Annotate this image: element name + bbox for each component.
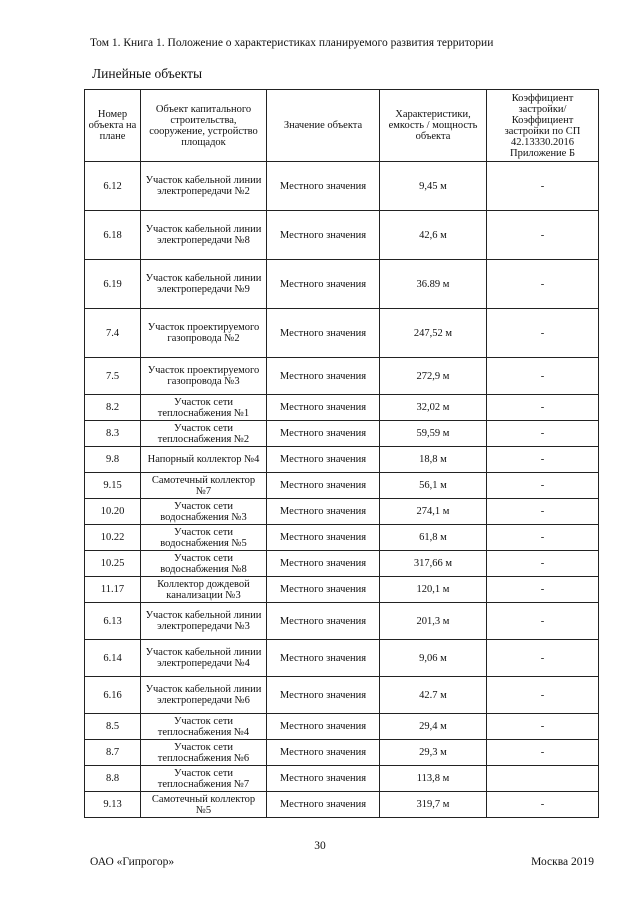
row-number: 10.20 xyxy=(85,499,141,525)
row-number: 6.14 xyxy=(85,640,141,677)
row-coefficient: - xyxy=(487,499,599,525)
row-significance: Местного значения xyxy=(267,577,380,603)
row-capacity: 201,3 м xyxy=(380,603,487,640)
row-object-name: Участок кабельной линии электропередачи №3 xyxy=(141,603,267,640)
table-row xyxy=(85,421,599,447)
row-number: 11.17 xyxy=(85,577,141,603)
row-coefficient xyxy=(487,766,599,792)
row-significance: Местного значения xyxy=(267,766,380,792)
table-row xyxy=(85,551,599,577)
row-significance: Местного значения xyxy=(267,473,380,499)
table-row xyxy=(85,473,599,499)
row-capacity: 317,66 м xyxy=(380,551,487,577)
row-number: 8.5 xyxy=(85,714,141,740)
row-capacity: 274,1 м xyxy=(380,499,487,525)
row-capacity: 61,8 м xyxy=(380,525,487,551)
footer-city-year: Москва 2019 xyxy=(531,856,594,868)
row-object-name: Участок сети теплоснабжения №1 xyxy=(141,395,267,421)
row-object-name: Участок сети теплоснабжения №7 xyxy=(141,766,267,792)
row-coefficient: - xyxy=(487,603,599,640)
row-significance: Местного значения xyxy=(267,162,380,211)
table-row xyxy=(85,211,599,260)
table-row xyxy=(85,740,599,766)
table-row xyxy=(85,358,599,395)
row-number: 8.3 xyxy=(85,421,141,447)
row-number: 6.16 xyxy=(85,677,141,714)
table-body xyxy=(85,162,599,818)
row-object-name: Самотечный коллектор №5 xyxy=(141,792,267,818)
row-object-name: Напорный коллектор №4 xyxy=(141,447,267,473)
footer-organization: ОАО «Гипрогор» xyxy=(90,856,175,868)
row-object-name: Участок кабельной линии электропередачи №2 xyxy=(141,162,267,211)
table-row xyxy=(85,603,599,640)
row-significance: Местного значения xyxy=(267,358,380,395)
row-coefficient: - xyxy=(487,677,599,714)
row-significance: Местного значения xyxy=(267,211,380,260)
row-number: 6.18 xyxy=(85,211,141,260)
row-capacity: 247,52 м xyxy=(380,309,487,358)
row-significance: Местного значения xyxy=(267,260,380,309)
row-capacity: 59,59 м xyxy=(380,421,487,447)
row-coefficient: - xyxy=(487,162,599,211)
row-significance: Местного значения xyxy=(267,499,380,525)
row-coefficient: - xyxy=(487,395,599,421)
row-significance: Местного значения xyxy=(267,603,380,640)
row-capacity: 36.89 м xyxy=(380,260,487,309)
row-coefficient: - xyxy=(487,447,599,473)
table-header-row xyxy=(85,90,599,162)
row-significance: Местного значения xyxy=(267,551,380,577)
table-row xyxy=(85,260,599,309)
column-header-object: Объект капитального строительства, сооружение, устройство площадок xyxy=(141,90,267,162)
row-significance: Местного значения xyxy=(267,447,380,473)
row-coefficient: - xyxy=(487,473,599,499)
table-row xyxy=(85,792,599,818)
page-number: 30 xyxy=(314,840,326,852)
row-capacity: 9,45 м xyxy=(380,162,487,211)
row-number: 6.12 xyxy=(85,162,141,211)
row-number: 9.8 xyxy=(85,447,141,473)
row-number: 7.4 xyxy=(85,309,141,358)
table-row xyxy=(85,714,599,740)
row-capacity: 56,1 м xyxy=(380,473,487,499)
column-header-number: Номер объекта на плане xyxy=(85,90,141,162)
row-coefficient: - xyxy=(487,714,599,740)
row-capacity: 29,4 м xyxy=(380,714,487,740)
row-significance: Местного значения xyxy=(267,395,380,421)
row-object-name: Участок кабельной линии электропередачи №6 xyxy=(141,677,267,714)
row-significance: Местного значения xyxy=(267,677,380,714)
row-number: 8.2 xyxy=(85,395,141,421)
row-capacity: 29,3 м xyxy=(380,740,487,766)
table-row xyxy=(85,395,599,421)
row-capacity: 32,02 м xyxy=(380,395,487,421)
table-row xyxy=(85,577,599,603)
row-coefficient: - xyxy=(487,525,599,551)
row-coefficient: - xyxy=(487,309,599,358)
row-number: 9.15 xyxy=(85,473,141,499)
row-object-name: Участок сети водоснабжения №8 xyxy=(141,551,267,577)
column-header-significance: Значение объекта xyxy=(267,90,380,162)
row-object-name: Участок сети водоснабжения №3 xyxy=(141,499,267,525)
document-header: Том 1. Книга 1. Положение о характеристиках планируемого развития территории xyxy=(90,37,494,49)
row-object-name: Участок сети теплоснабжения №4 xyxy=(141,714,267,740)
row-coefficient: - xyxy=(487,551,599,577)
row-significance: Местного значения xyxy=(267,421,380,447)
row-coefficient: - xyxy=(487,421,599,447)
row-number: 7.5 xyxy=(85,358,141,395)
row-significance: Местного значения xyxy=(267,792,380,818)
row-object-name: Участок кабельной линии электропередачи №9 xyxy=(141,260,267,309)
row-object-name: Участок сети теплоснабжения №6 xyxy=(141,740,267,766)
table-row xyxy=(85,766,599,792)
row-number: 10.22 xyxy=(85,525,141,551)
row-coefficient: - xyxy=(487,792,599,818)
row-coefficient: - xyxy=(487,358,599,395)
row-significance: Местного значения xyxy=(267,309,380,358)
row-coefficient: - xyxy=(487,260,599,309)
row-object-name: Самотечный коллектор №7 xyxy=(141,473,267,499)
table-row xyxy=(85,677,599,714)
row-coefficient: - xyxy=(487,740,599,766)
row-object-name: Коллектор дождевой канализации №3 xyxy=(141,577,267,603)
row-coefficient: - xyxy=(487,211,599,260)
row-number: 9.13 xyxy=(85,792,141,818)
row-capacity: 18,8 м xyxy=(380,447,487,473)
row-object-name: Участок проектируемого газопровода №2 xyxy=(141,309,267,358)
table-row xyxy=(85,447,599,473)
row-number: 6.19 xyxy=(85,260,141,309)
row-significance: Местного значения xyxy=(267,525,380,551)
row-significance: Местного значения xyxy=(267,714,380,740)
row-object-name: Участок кабельной линии электропередачи №8 xyxy=(141,211,267,260)
table-row xyxy=(85,525,599,551)
row-capacity: 272,9 м xyxy=(380,358,487,395)
row-number: 8.8 xyxy=(85,766,141,792)
column-header-capacity: Характеристики, емкость / мощность объекта xyxy=(380,90,487,162)
row-number: 6.13 xyxy=(85,603,141,640)
row-coefficient: - xyxy=(487,640,599,677)
row-object-name: Участок кабельной линии электропередачи №4 xyxy=(141,640,267,677)
row-number: 8.7 xyxy=(85,740,141,766)
column-header-coefficient: Коэффициент застройки/Коэффициент застройки по СП 42.13330.2016 Приложение Б xyxy=(487,90,599,162)
row-coefficient: - xyxy=(487,577,599,603)
row-object-name: Участок проектируемого газопровода №3 xyxy=(141,358,267,395)
section-title: Линейные объекты xyxy=(92,66,203,81)
row-capacity: 319,7 м xyxy=(380,792,487,818)
row-object-name: Участок сети теплоснабжения №2 xyxy=(141,421,267,447)
row-number: 10.25 xyxy=(85,551,141,577)
table-row xyxy=(85,162,599,211)
row-capacity: 120,1 м xyxy=(380,577,487,603)
table-row xyxy=(85,309,599,358)
table-row xyxy=(85,499,599,525)
row-object-name: Участок сети водоснабжения №5 xyxy=(141,525,267,551)
table-row xyxy=(85,640,599,677)
linear-objects-table xyxy=(84,89,599,818)
row-capacity: 42,6 м xyxy=(380,211,487,260)
row-significance: Местного значения xyxy=(267,640,380,677)
row-capacity: 42.7 м xyxy=(380,677,487,714)
row-capacity: 113,8 м xyxy=(380,766,487,792)
row-significance: Местного значения xyxy=(267,740,380,766)
row-capacity: 9,06 м xyxy=(380,640,487,677)
